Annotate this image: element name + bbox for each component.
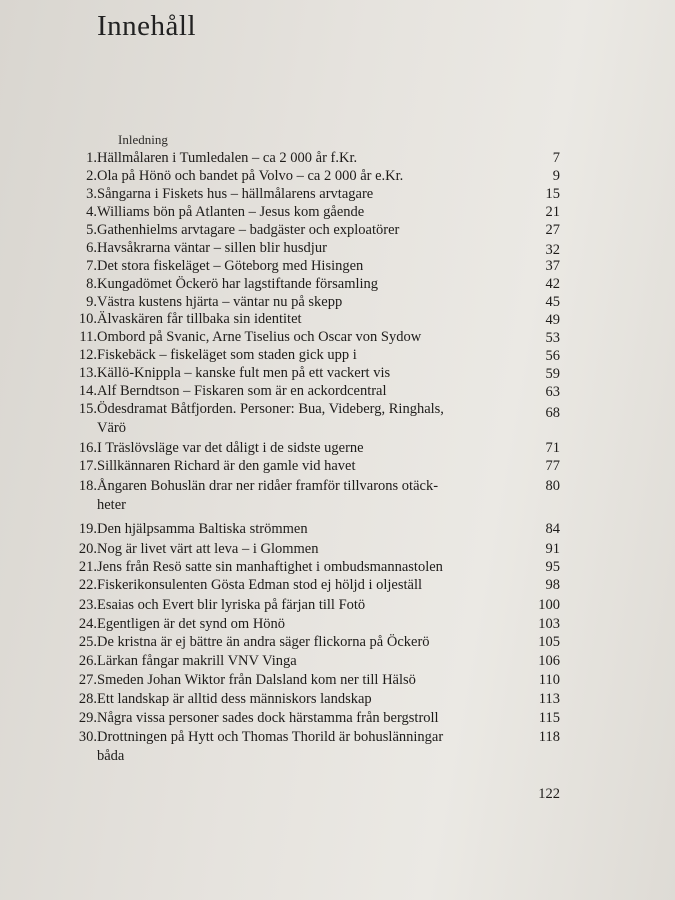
entry-number: 4.: [86, 204, 97, 220]
entry-number: 17.: [78, 458, 97, 474]
entry-number: 6.: [86, 240, 97, 256]
entry-number: 28.: [78, 691, 97, 707]
entry-number: 15.: [78, 401, 97, 417]
entry-title: Värö: [97, 420, 126, 436]
entry-number: 24.: [78, 616, 97, 632]
entry-title: Hällmålaren i Tumledalen – ca 2 000 år f.Kr.: [97, 150, 358, 166]
entry-title: Älvaskären får tillbaka sin identitet: [97, 311, 302, 327]
entry-title: Västra kustens hjärta – väntar nu på skepp: [97, 294, 343, 310]
entry-number: 25.: [78, 634, 97, 650]
entry-number: 8.: [86, 276, 97, 292]
entry-title: I Träslövsläge var det dåligt i de sidste ugerne: [97, 440, 364, 456]
entry-title: Jens från Resö satte sin manhaftighet i ombudsmannastolen: [97, 559, 443, 575]
entry-title: Smeden Johan Wiktor från Dalsland kom ner till Hälsö: [97, 672, 416, 688]
entry-title: Källö-Knippla – kanske fult men på ett vackert vis: [97, 365, 391, 381]
entry-title: Fiskebäck – fiskeläget som staden gick upp i: [97, 347, 357, 363]
entry-number: 7.: [86, 258, 97, 274]
entry-number: 1.: [86, 150, 97, 166]
entry-title: heter: [97, 497, 126, 513]
entry-title: Kungadömet Öckerö har lagstiftande församling: [97, 276, 379, 292]
entry-title: Sångarna i Fiskets hus – hällmålarens arvtagare: [97, 186, 374, 202]
entry-number: 18.: [78, 478, 97, 494]
entry-number: 13.: [78, 365, 97, 381]
entry-title: Alf Berndtson – Fiskaren som är en ackordcentral: [97, 383, 387, 399]
entry-number: 12.: [78, 347, 97, 363]
entry-title: Ett landskap är alltid dess människors landskap: [97, 691, 372, 707]
entry-title: Ombord på Svanic, Arne Tiselius och Oscar von Sydow: [97, 329, 422, 345]
entry-number: 29.: [78, 710, 97, 726]
entry-title: Lärkan fångar makrill VNV Vinga: [97, 653, 297, 669]
entry-number: 16.: [78, 440, 97, 456]
page-title: Innehåll: [97, 10, 197, 42]
entry-title: Gathenhielms arvtagare – badgäster och exploatörer: [97, 222, 400, 238]
entry-title: Fiskerikonsulenten Gösta Edman stod ej höljd i oljeställ: [97, 577, 423, 593]
entry-title: Den hjälpsamma Baltiska strömmen: [97, 521, 308, 537]
entry-number: 21.: [78, 559, 97, 575]
table-of-contents: 1. Hällmålaren i Tumledalen – ca 2 000 år f.Kr. 7 2. Ola på Hönö och bandet på Volvo – ca 2 000 år e.Kr. 9 3. Sångarna i Fiskets hus – hällmålarens arvtagare 15 4. Williams bön på Atlanten – Jesus kom gående 21 5. Gathenhielms arvtagare – badgäster och exploatörer 27 6. Havsåkrarna väntar – sillen blir husdjur 32 7. Det stora fiskeläget – Göteborg med Hisingen 37 8. Kungadömet Öckerö har lagstiftande församling 42 9. Västra kustens hjärta – väntar nu på skepp 45 10. Älvaskären får tillbaka sin identitet 49 11. Ombord på Svanic, Arne Tiselius och Oscar von Sydow 53 12. Fiskebäck – fiskeläget som staden gick upp i 56 13. Källö-Knippla – kanske fult men på ett vackert vis 59 14. Alf Berndtson – Fiskaren som är en ackordcentral 63 15. Ödesdramat Båtfjorden. Personer: Bua, Videberg, Ringhals, Värö 68 16. I Träslövsläge var det dåligt i de sidste ugerne 71 17. Sillkännaren Richard är den gamle vid havet 77 18. Ångaren Bohuslän drar ner ridåer framför tillvarons otäck- heter 80 19. Den hjälpsamma Baltiska strömmen 84 20. Nog är livet värt att leva – i Glommen 91 21. Jens från Resö satte sin manhaftighet i ombudsmannastolen 95 22. Fiskerikonsulenten Gösta Edman stod ej höljd i oljeställ 98 23. Esaias och Evert blir lyriska på färjan till Fotö 100 24. Egentligen är det synd om Hönö 103 25. De kristna är ej bättre än andra säger flickorna på Öckerö 105 26. Lärkan fångar makrill VNV Vinga 106 27. Smeden Johan Wiktor från Dalsland kom ner till Hälsö 110 28. Ett landskap är alltid dess människors landskap 113 29. Några vissa personer sades dock härstamma från bergstroll 115 30. Drottningen på Hytt och Thomas Thorild är bohuslänningar båda 118 122: [0, 0, 675, 900]
entry-number: 14.: [78, 383, 97, 399]
entry-number: 9.: [86, 294, 97, 310]
entry-title: Havsåkrarna väntar – sillen blir husdjur: [97, 240, 327, 256]
entry-number: 20.: [78, 541, 97, 557]
entry-number: 23.: [78, 597, 97, 613]
entry-number: 30.: [78, 729, 97, 745]
entry-number: 19.: [78, 521, 97, 537]
entry-title: De kristna är ej bättre än andra säger flickorna på Öckerö: [97, 634, 430, 650]
entry-number: 2.: [86, 168, 97, 184]
entry-title: Egentligen är det synd om Hönö: [97, 616, 286, 632]
entry-number: 3.: [86, 186, 97, 202]
entry-title: Några vissa personer sades dock härstamma från bergstroll: [97, 710, 439, 726]
entry-title: Williams bön på Atlanten – Jesus kom gående: [97, 204, 365, 220]
entry-number: 5.: [86, 222, 97, 238]
entry-number: 10.: [78, 311, 97, 327]
intro-label: Inledning: [118, 132, 168, 147]
entry-number: 26.: [78, 653, 97, 669]
entry-title: Det stora fiskeläget – Göteborg med Hisingen: [97, 258, 364, 274]
entry-title: Ångaren Bohuslän drar ner ridåer framför tillvarons otäck-: [97, 478, 439, 494]
entry-title: Ola på Hönö och bandet på Volvo – ca 2 000 år e.Kr.: [97, 168, 404, 184]
entry-title: Ödesdramat Båtfjorden. Personer: Bua, Videberg, Ringhals,: [97, 401, 444, 417]
entry-title: Nog är livet värt att leva – i Glommen: [97, 541, 319, 557]
entry-title: båda: [97, 748, 125, 764]
entry-title: Sillkännaren Richard är den gamle vid havet: [97, 458, 356, 474]
entry-title: Drottningen på Hytt och Thomas Thorild är bohuslänningar: [97, 729, 444, 745]
entry-number: 22.: [78, 577, 97, 593]
entry-number: 11.: [79, 329, 97, 345]
entry-number: 27.: [78, 672, 97, 688]
entry-title: Esaias och Evert blir lyriska på färjan till Fotö: [97, 597, 366, 613]
